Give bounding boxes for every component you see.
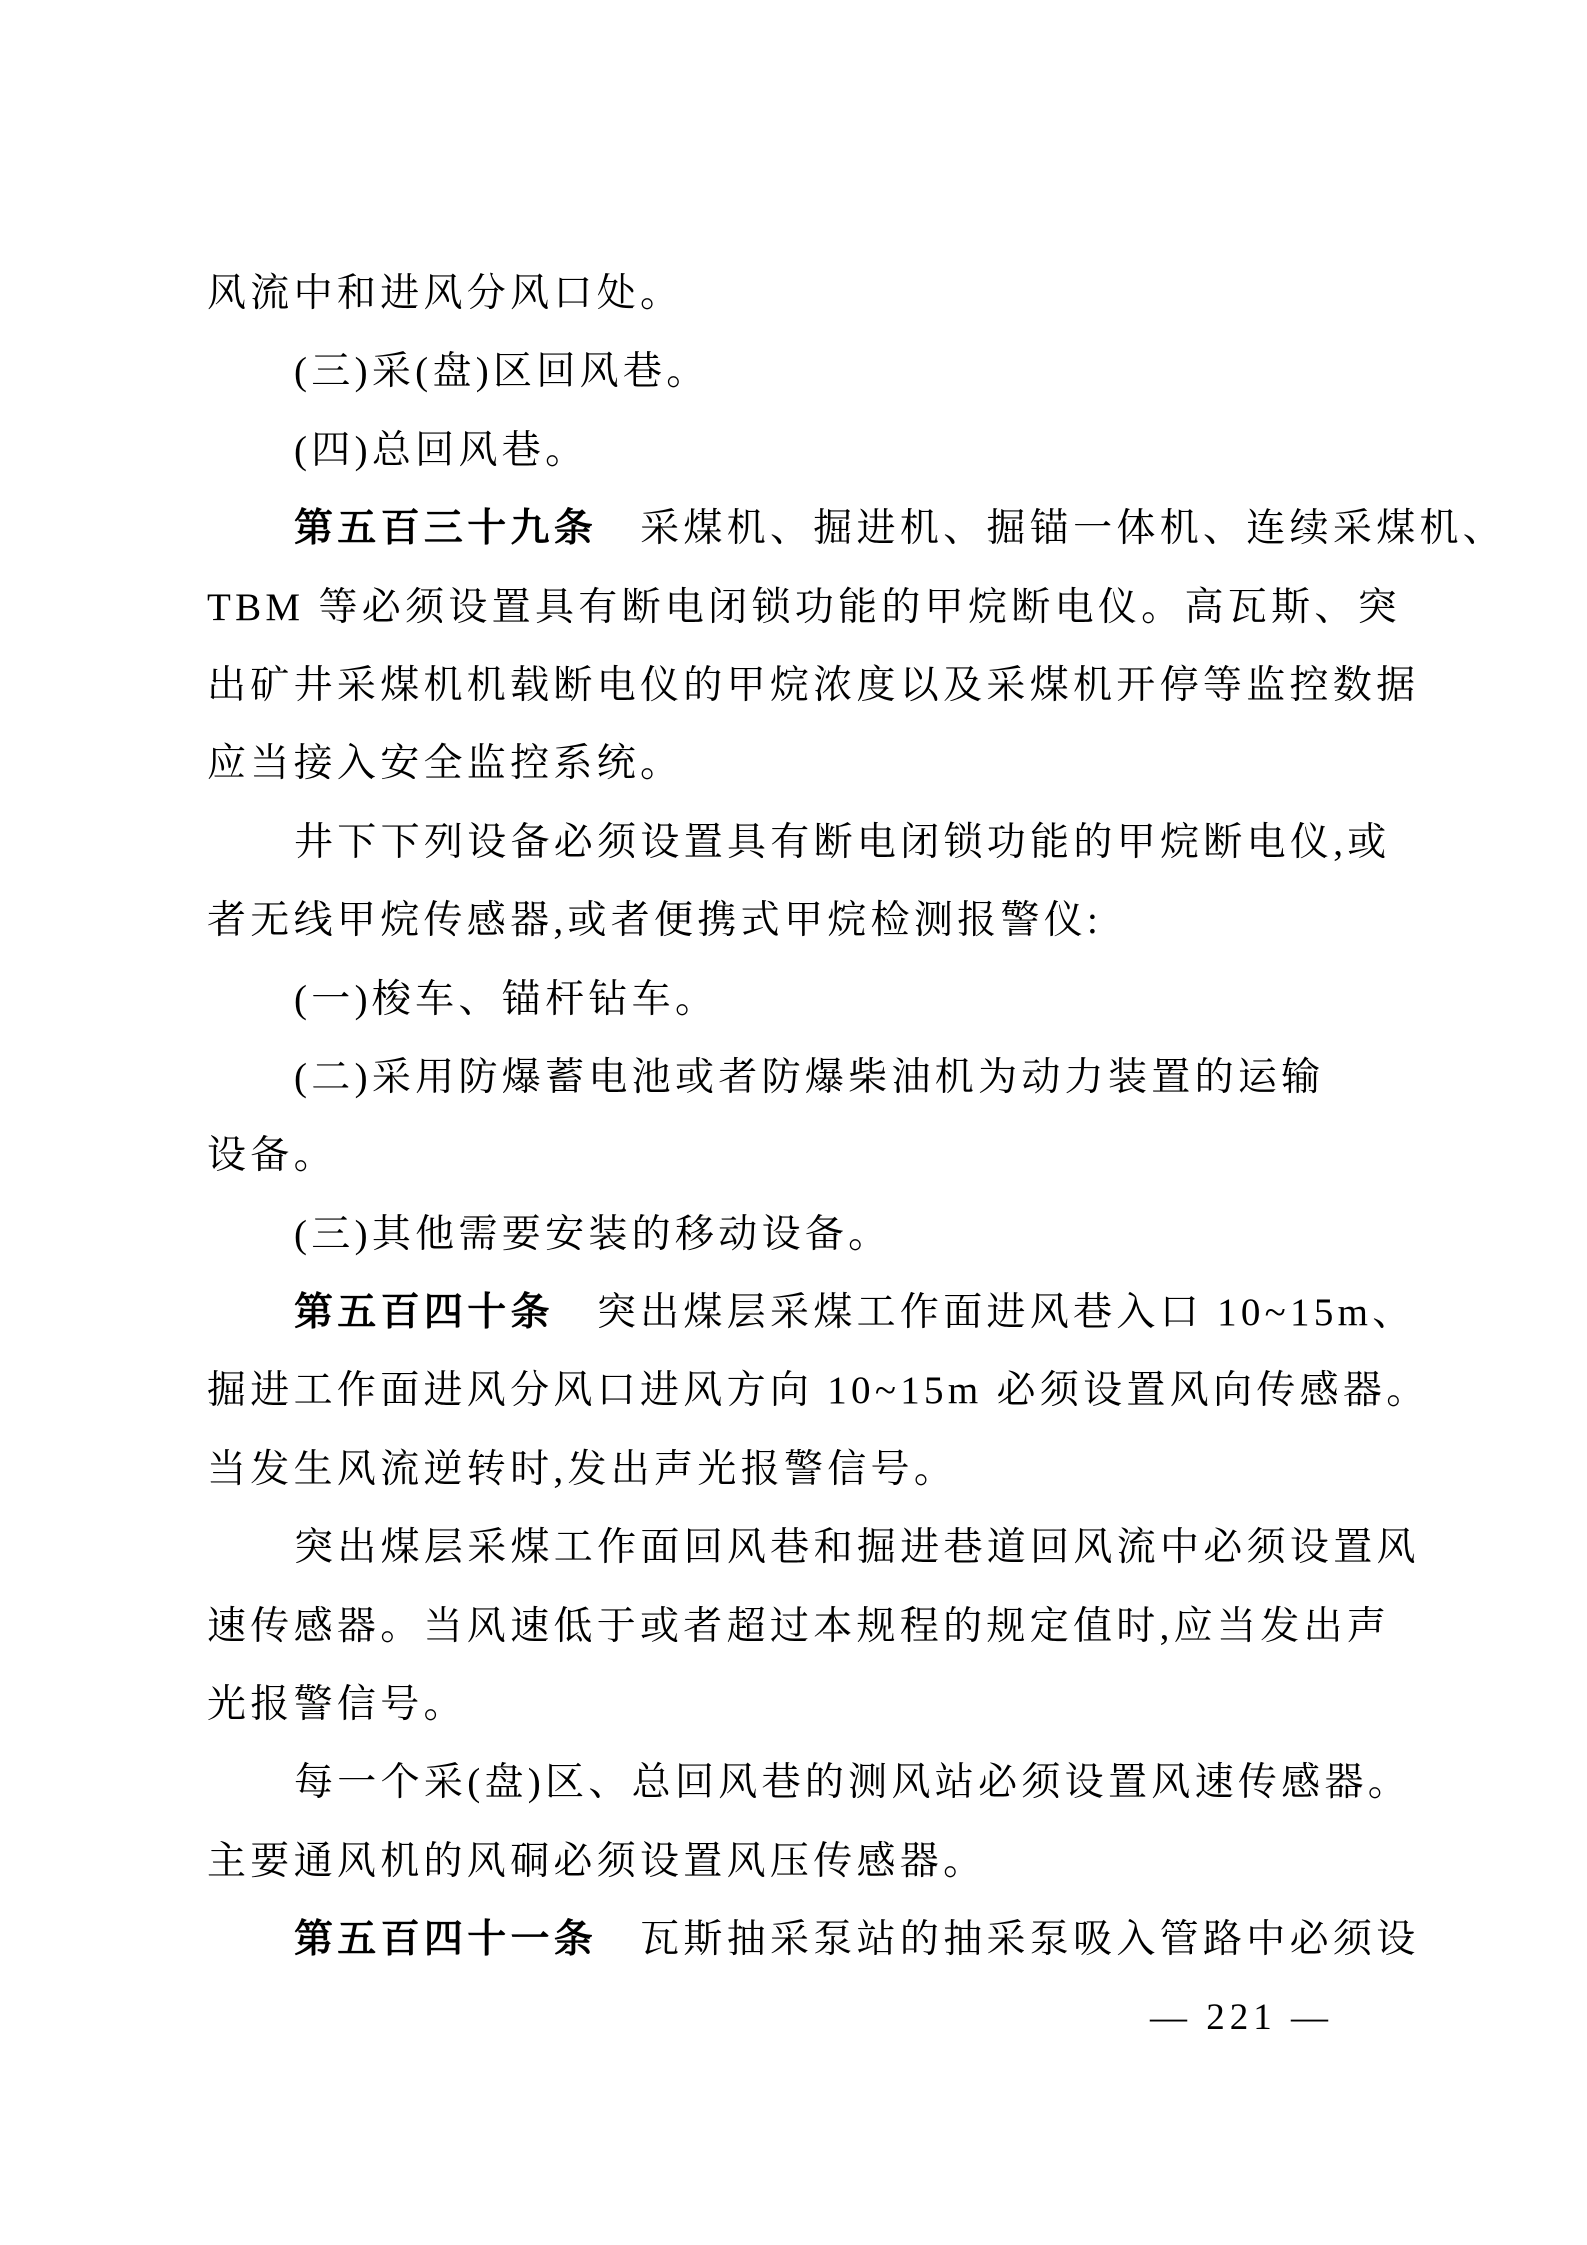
- text-run: (一)梭车、锚杆钻车。: [294, 977, 719, 1021]
- page-number: — 221 —: [1150, 1997, 1333, 2038]
- text-line: [207, 1196, 1383, 1274]
- text-run: 井下下列设备必须设置具有断电闭锁功能的甲烷断电仪,或: [294, 820, 1391, 864]
- text-line: [207, 647, 1420, 725]
- text-run: 瓦斯抽采泵站的抽采泵吸入管路中必须设: [640, 1918, 1420, 1962]
- text-run: (三)采(盘)区回风巷。: [294, 350, 710, 394]
- text-run: 当发生风流逆转时,发出声光报警信号。: [207, 1447, 958, 1491]
- text-run: 光报警信号。: [207, 1683, 467, 1727]
- text-line: [207, 1039, 1383, 1117]
- text-run: 采煤机、掘进机、掘锚一体机、连续采煤机、: [640, 507, 1507, 551]
- text-line: [207, 804, 1391, 882]
- text-run: 突出煤层采煤工作面进风巷入口 10~15m、: [596, 1291, 1416, 1335]
- text-run: 主要通风机的风硐必须设置风压传感器。: [207, 1839, 987, 1883]
- text-run: (三)其他需要安装的移动设备。: [294, 1212, 892, 1256]
- text-line: [207, 569, 1401, 647]
- text-line: [207, 255, 1383, 333]
- text-line: [207, 1117, 1383, 1195]
- text-line: [207, 882, 1383, 960]
- text-line: [207, 1666, 1383, 1744]
- text-run: 出矿井采煤机机载断电仪的甲烷浓度以及采煤机开停等监控数据: [207, 663, 1420, 707]
- text-line: [207, 1352, 1430, 1430]
- text-block: [207, 255, 1507, 1980]
- text-line: [207, 1431, 1383, 1509]
- text-run: 风流中和进风分风口处。: [207, 272, 684, 315]
- text-run: 每一个采(盘)区、总回风巷的测风站必须设置风速传感器。: [294, 1761, 1412, 1805]
- text-line: [207, 1588, 1391, 1666]
- text-line: [207, 333, 1383, 411]
- text-line: [207, 725, 1383, 803]
- text-line: [207, 961, 1383, 1039]
- text-run: TBM 等必须设置具有断电闭锁功能的甲烷断电仪。高瓦斯、突: [207, 585, 1401, 629]
- text-run: 突出煤层采煤工作面回风巷和掘进巷道回风流中必须设置风: [294, 1526, 1420, 1570]
- text-run: 速传感器。当风速低于或者超过本规程的规定值时,应当发出声: [207, 1604, 1391, 1648]
- text-run: 者无线甲烷传感器,或者便携式甲烷检测报警仪:: [207, 899, 1103, 943]
- text-line: [207, 490, 1507, 568]
- text-run: 掘进工作面进风分风口进风方向 10~15m 必须设置风向传感器。: [207, 1369, 1430, 1413]
- article-number: 第五百四十条: [294, 1291, 554, 1335]
- text-run: (四)总回风巷。: [294, 428, 589, 472]
- text-line: [207, 1274, 1416, 1352]
- text-line: [207, 1744, 1412, 1822]
- text-line: [207, 412, 1383, 490]
- article-number: 第五百三十九条: [294, 507, 598, 551]
- article-number: 第五百四十一条: [294, 1918, 598, 1962]
- text-run: (二)采用防爆蓄电池或者防爆柴油机为动力装置的运输: [294, 1055, 1325, 1099]
- text-run: 应当接入安全监控系统。: [207, 742, 684, 786]
- text-line: [207, 1901, 1420, 1979]
- text-line: [207, 1509, 1420, 1587]
- text-run: 设备。: [207, 1134, 337, 1178]
- text-line: [207, 1823, 1383, 1901]
